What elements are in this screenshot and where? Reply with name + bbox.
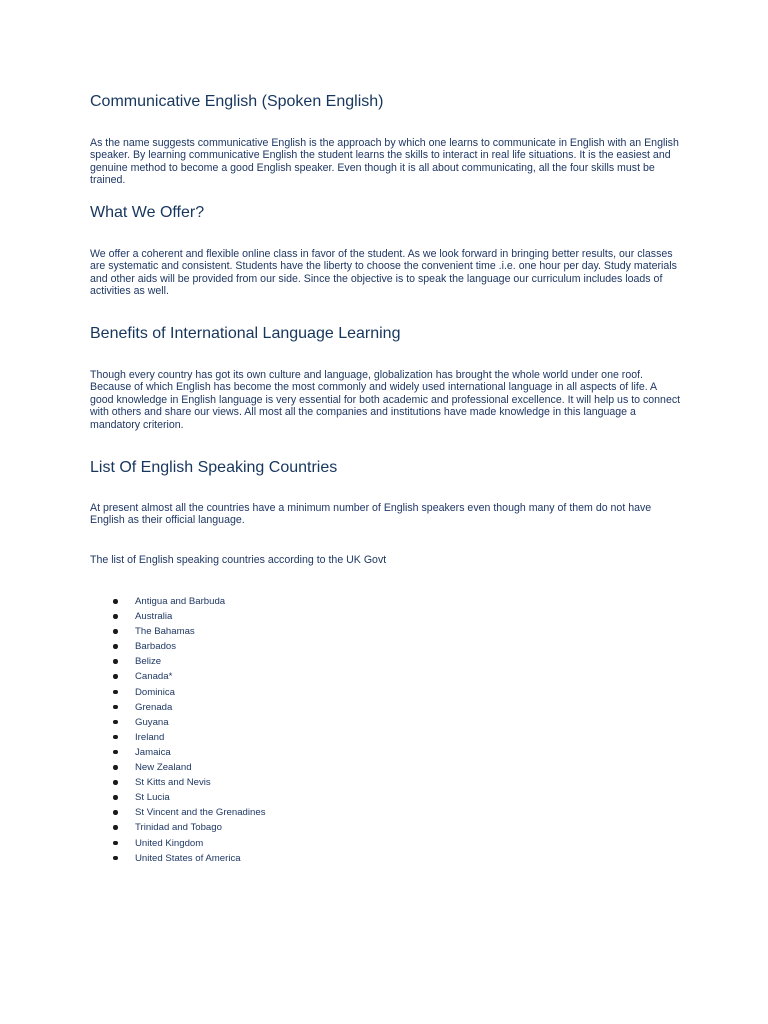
section-heading-benefits: Benefits of International Language Learning <box>90 325 401 342</box>
bullet-icon <box>113 629 118 634</box>
countries-intro-paragraph: At present almost all the countries have a minimum number of English speakers even though many of them do not have English as their official language. <box>90 502 652 527</box>
bullet-icon <box>113 644 118 649</box>
bullet-icon <box>113 614 118 619</box>
bullet-icon <box>113 795 118 800</box>
section-heading-countries: List Of English Speaking Countries <box>90 459 338 476</box>
bullet-icon <box>113 735 118 740</box>
bullet-icon <box>113 750 118 755</box>
bullet-icon <box>113 705 118 710</box>
benefits-paragraph: Though every country has got its own culture and language, globalization has brought the whole world under one roof. Because of which English has become the most commonly and widely used international language in all aspects of life. A good knowledge in English language is very essential for both academic and professional excellence. It will help us to connect with others and share our views. All most all the companies and institutions have made knowledge in this language a mandatory criterion. <box>90 369 681 431</box>
bullet-icon <box>113 690 118 695</box>
section-heading-what-we-offer: What We Offer? <box>90 204 205 221</box>
bullet-icon <box>113 659 118 664</box>
offer-paragraph: We offer a coherent and flexible online class in favor of the student. As we look forward in bringing better results, our classes are systematic and consistent. Students have the liberty to choose the convenient time .i.e. one hour per day. Study materials and other aids will be provided from our side. Since the objective is to speak the language our curriculum includes loads of activities as well. <box>90 248 677 298</box>
bullet-icon <box>113 674 118 679</box>
bullet-icon <box>113 825 118 830</box>
page-title: Communicative English (Spoken English) <box>90 93 384 110</box>
intro-paragraph: As the name suggests communicative English is the approach by which one learns to communicate in English with an English speaker. By learning communicative English the student learns the skills to interact in real life situations. It is the easiest and genuine method to become a good English speaker. Even though it is all about communicating, all the four skills must be trained. <box>90 137 679 187</box>
bullet-icon <box>113 720 118 725</box>
bullet-icon <box>113 765 118 770</box>
bullet-icon <box>113 856 118 861</box>
bullet-icon <box>113 810 118 815</box>
bullet-icon <box>113 599 118 604</box>
bullet-icon <box>113 780 118 785</box>
countries-list-caption: The list of English speaking countries according to the UK Govt <box>90 554 387 566</box>
bullet-icon <box>113 841 118 846</box>
